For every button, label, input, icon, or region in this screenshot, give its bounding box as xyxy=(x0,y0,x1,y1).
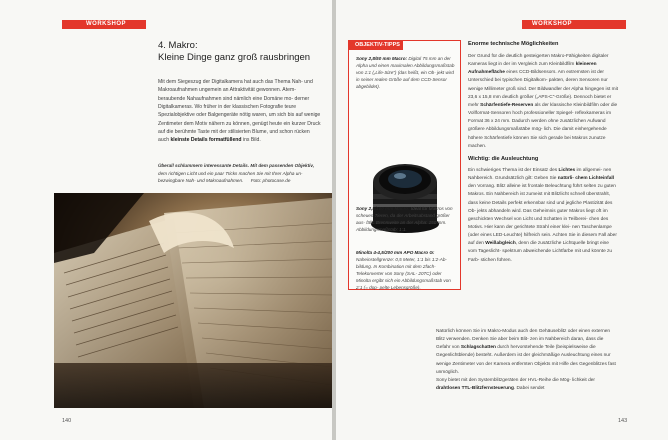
tips-tag: OBJEKTIV-TIPPS xyxy=(349,41,403,50)
p1-bold-d: Schärfentiefe-Reserven xyxy=(480,102,534,108)
p1-part-c: eines CCD-Bildsensors. Am extremsten ist der Unterschied bei typischen Digitalkom- pakten, deren Sensoren nur wenige Millimeter groß sind. Der Bildwandler der Alpha hingegen ist mit 23,6 x 15,8 mm deutlich größer („APS-C"-Größe). Dennoch bietet er mehr xyxy=(468,70,618,108)
old-books-photo xyxy=(54,193,332,408)
title-line-1: 4. Makro: xyxy=(158,40,198,51)
tip-2-text: Ideal für Makros von scheuen Tieren, da der Arbeitsabstand größer aus- fällt. Brennweite an der Alpha: 150 mm. Abbildungsmaßstab: 1:1. xyxy=(356,206,453,233)
p2-part-c: im allgemei- nen Nahbereich. Grundsätzlich gilt: Geben Sie xyxy=(468,167,612,182)
tip-2 xyxy=(356,205,456,233)
paragraph-flash xyxy=(436,328,618,377)
heading-lighting: Wichtig: die Ausleuchtung xyxy=(468,155,539,162)
heading-technical: Enorme technische Möglichkeiten xyxy=(468,41,559,47)
bp1-part-a: Natürlich können Sie im Makro-Modus auch den Gehäuseblitz oder einen externen Blitz verwenden. Denken Sie aber beim Blit- zen im Nahbereich daran, dass die Gefahr von xyxy=(436,329,611,351)
p1-part-e: als der klassische Kleinbildfilm oder die Vollformat-Sensoren hoch professioneller Spiegel- reflexkameras im Format 36 x 24 mm. Dadurch werden ohne zusätzlichen Aufwand größere Abbildungsmaßstäbe mög- lich. Die damit einhergehende höhere Schärfentiefe können Sie sich gerade bei Makros zunutze machen. xyxy=(468,102,618,149)
p2-bold-d: natürli- chem Lichteinfall xyxy=(557,176,614,182)
intro-end-text: ins Bild. xyxy=(242,137,261,144)
paragraph-lighting xyxy=(468,167,618,265)
tip-1 xyxy=(356,55,456,90)
bp2-part-a: Sony bietet mit den Systemblitzgeräten der HVL-Reihe die Mög- lichkeit der xyxy=(436,377,595,383)
lens-tips-box xyxy=(348,40,461,290)
tip-1-title: Sony 2,8/50 mm Macro: xyxy=(356,56,408,61)
page-number-right: 143 xyxy=(618,418,628,424)
paragraph-technical xyxy=(468,53,618,151)
bp2-part-c: . Dabei sendet xyxy=(513,386,545,392)
intro-bold-text: kleinste Details formatfüllend xyxy=(170,137,242,144)
p2-part-a: Ein schwieriges Thema ist der Einsatz des xyxy=(468,167,558,173)
right-page xyxy=(336,0,668,440)
p1-part-a: Der Grund für die deutlich gesteigerten Makro-Fähigkeiten digitaler Kameras liegt in der im Vergleich zum Kleinbildfilm xyxy=(468,54,609,68)
main-text-column xyxy=(468,40,618,265)
photo-caption xyxy=(158,162,320,185)
article-title xyxy=(158,40,318,64)
bp1-part-c: durch hervorstehende Teile (beispielsweise die Gegenlichtblende) besteht. Außerdem ist der gleichmäßige Ausleuchtung eines nur wenige Zentimeter von der Kamera entfernten Objekts mit Hilfe des Gegenblitzes fast unmöglich. xyxy=(436,345,616,375)
bp2-bold-b: drahtlosen TTL-Blitzfernsteuerung xyxy=(436,386,514,392)
tip-2-title: Sony 2,8/100 mm Macro: xyxy=(356,206,410,211)
page-number-left: 140 xyxy=(62,418,72,424)
left-page xyxy=(0,0,332,440)
p2-bold-f: Weißabgleich xyxy=(485,241,516,247)
tip-3-text: Naheinstellgrenze: 0,5 Meter, 1:1 bis 1:2-Ab- bildung. In Kombination mit dem 2fach-Telekonverter von Sony (SAL- 20TC) oder Minolta ergibt sich ein Abbildungsmaßstab von 2:1 (= dop- pelte Lebensgröße). xyxy=(356,257,451,291)
bp1-bold-b: Schlagschatten xyxy=(460,345,496,351)
tip-3 xyxy=(356,249,456,291)
paragraph-wireless xyxy=(436,377,618,393)
caption-bold: Überall schlummern interessante Details. Mit dem passenden Objektiv, xyxy=(158,163,315,168)
title-line-2: Kleine Dinge ganz groß rausbringen xyxy=(158,52,311,63)
p2-part-e: den Vorrang. Blitz alleine ist frontale Beleuchtung führt selten zu guten Makros. Ein Nahbereich ist zumeist mit Blitzlicht schnell überstrahlt, dass keine Details perfekt erkennbar sind und jegliche Plastizität des Ob- jekts abhandeln wird. Das Geheimnis guter Makros liegt oft im geschickten Wechsel von Licht und Schatten in Teilberei- chen des Motivs. Hier kann der gerichtete Strahl einer klei- nen Taschenlampe (oder eines LED-Leuchte) hilfreich sein. Achten Sie in diesem Fall aber auf den xyxy=(468,184,617,247)
caption-text: dem richtigen Licht und ein paar Tricks machen Sie mit Ihrer Alpha un- bezwingbare Nah- und Makroaufnahmen. xyxy=(158,170,303,183)
tip-3-title: Minolta 4-4,5/200 mm APO Macro G: xyxy=(356,250,435,255)
p2-bold-b: Lichtes xyxy=(558,167,576,173)
intro-text: Mit dem Siegeszug der Digitalkamera hat auch das Thema Nah- und Makroaufnahmen ungemein an Attraktivität gewonnen. Atem- beraubende Nahaufnahmen sind nämlich eine Domäne mo- derner Digitalkameras. Wo früher in der klassischen Fotografie teure Spezialobjektive oder Balgengeräte nötig waren, um sich bis auf wenige Zentimeter dem Motiv nähern zu können, genügt heute ein kurzer Druck auf die berühmte Taste mit der stilisierten Blume, und schon rücken auch xyxy=(158,79,321,144)
section-tag-right: WORKSHOP xyxy=(522,20,626,29)
caption-credit: Foto: photocase.de xyxy=(250,178,291,183)
bottom-text-column xyxy=(436,328,618,393)
intro-paragraph xyxy=(158,78,322,145)
tip-1-text: Digital 75 mm an der Alpha und einen maximalen Abbildungsmaßstab von 1:1 („Life-Size") (das heißt, ein Ob- jekt wird in seiner realen Größe auf dem CCD-Sensor abgebildet). xyxy=(356,56,455,90)
p1-bold-b: kleineren Aufnahmefläche xyxy=(468,62,597,76)
section-tag: WORKSHOP xyxy=(62,20,146,29)
p2-part-g: , denn die zusätzliche Lichtquelle bringt eine vom Tageslicht- spektrum abweichende Lichtfarbe mit und könnte zu Farb- stichen führen. xyxy=(468,241,613,263)
